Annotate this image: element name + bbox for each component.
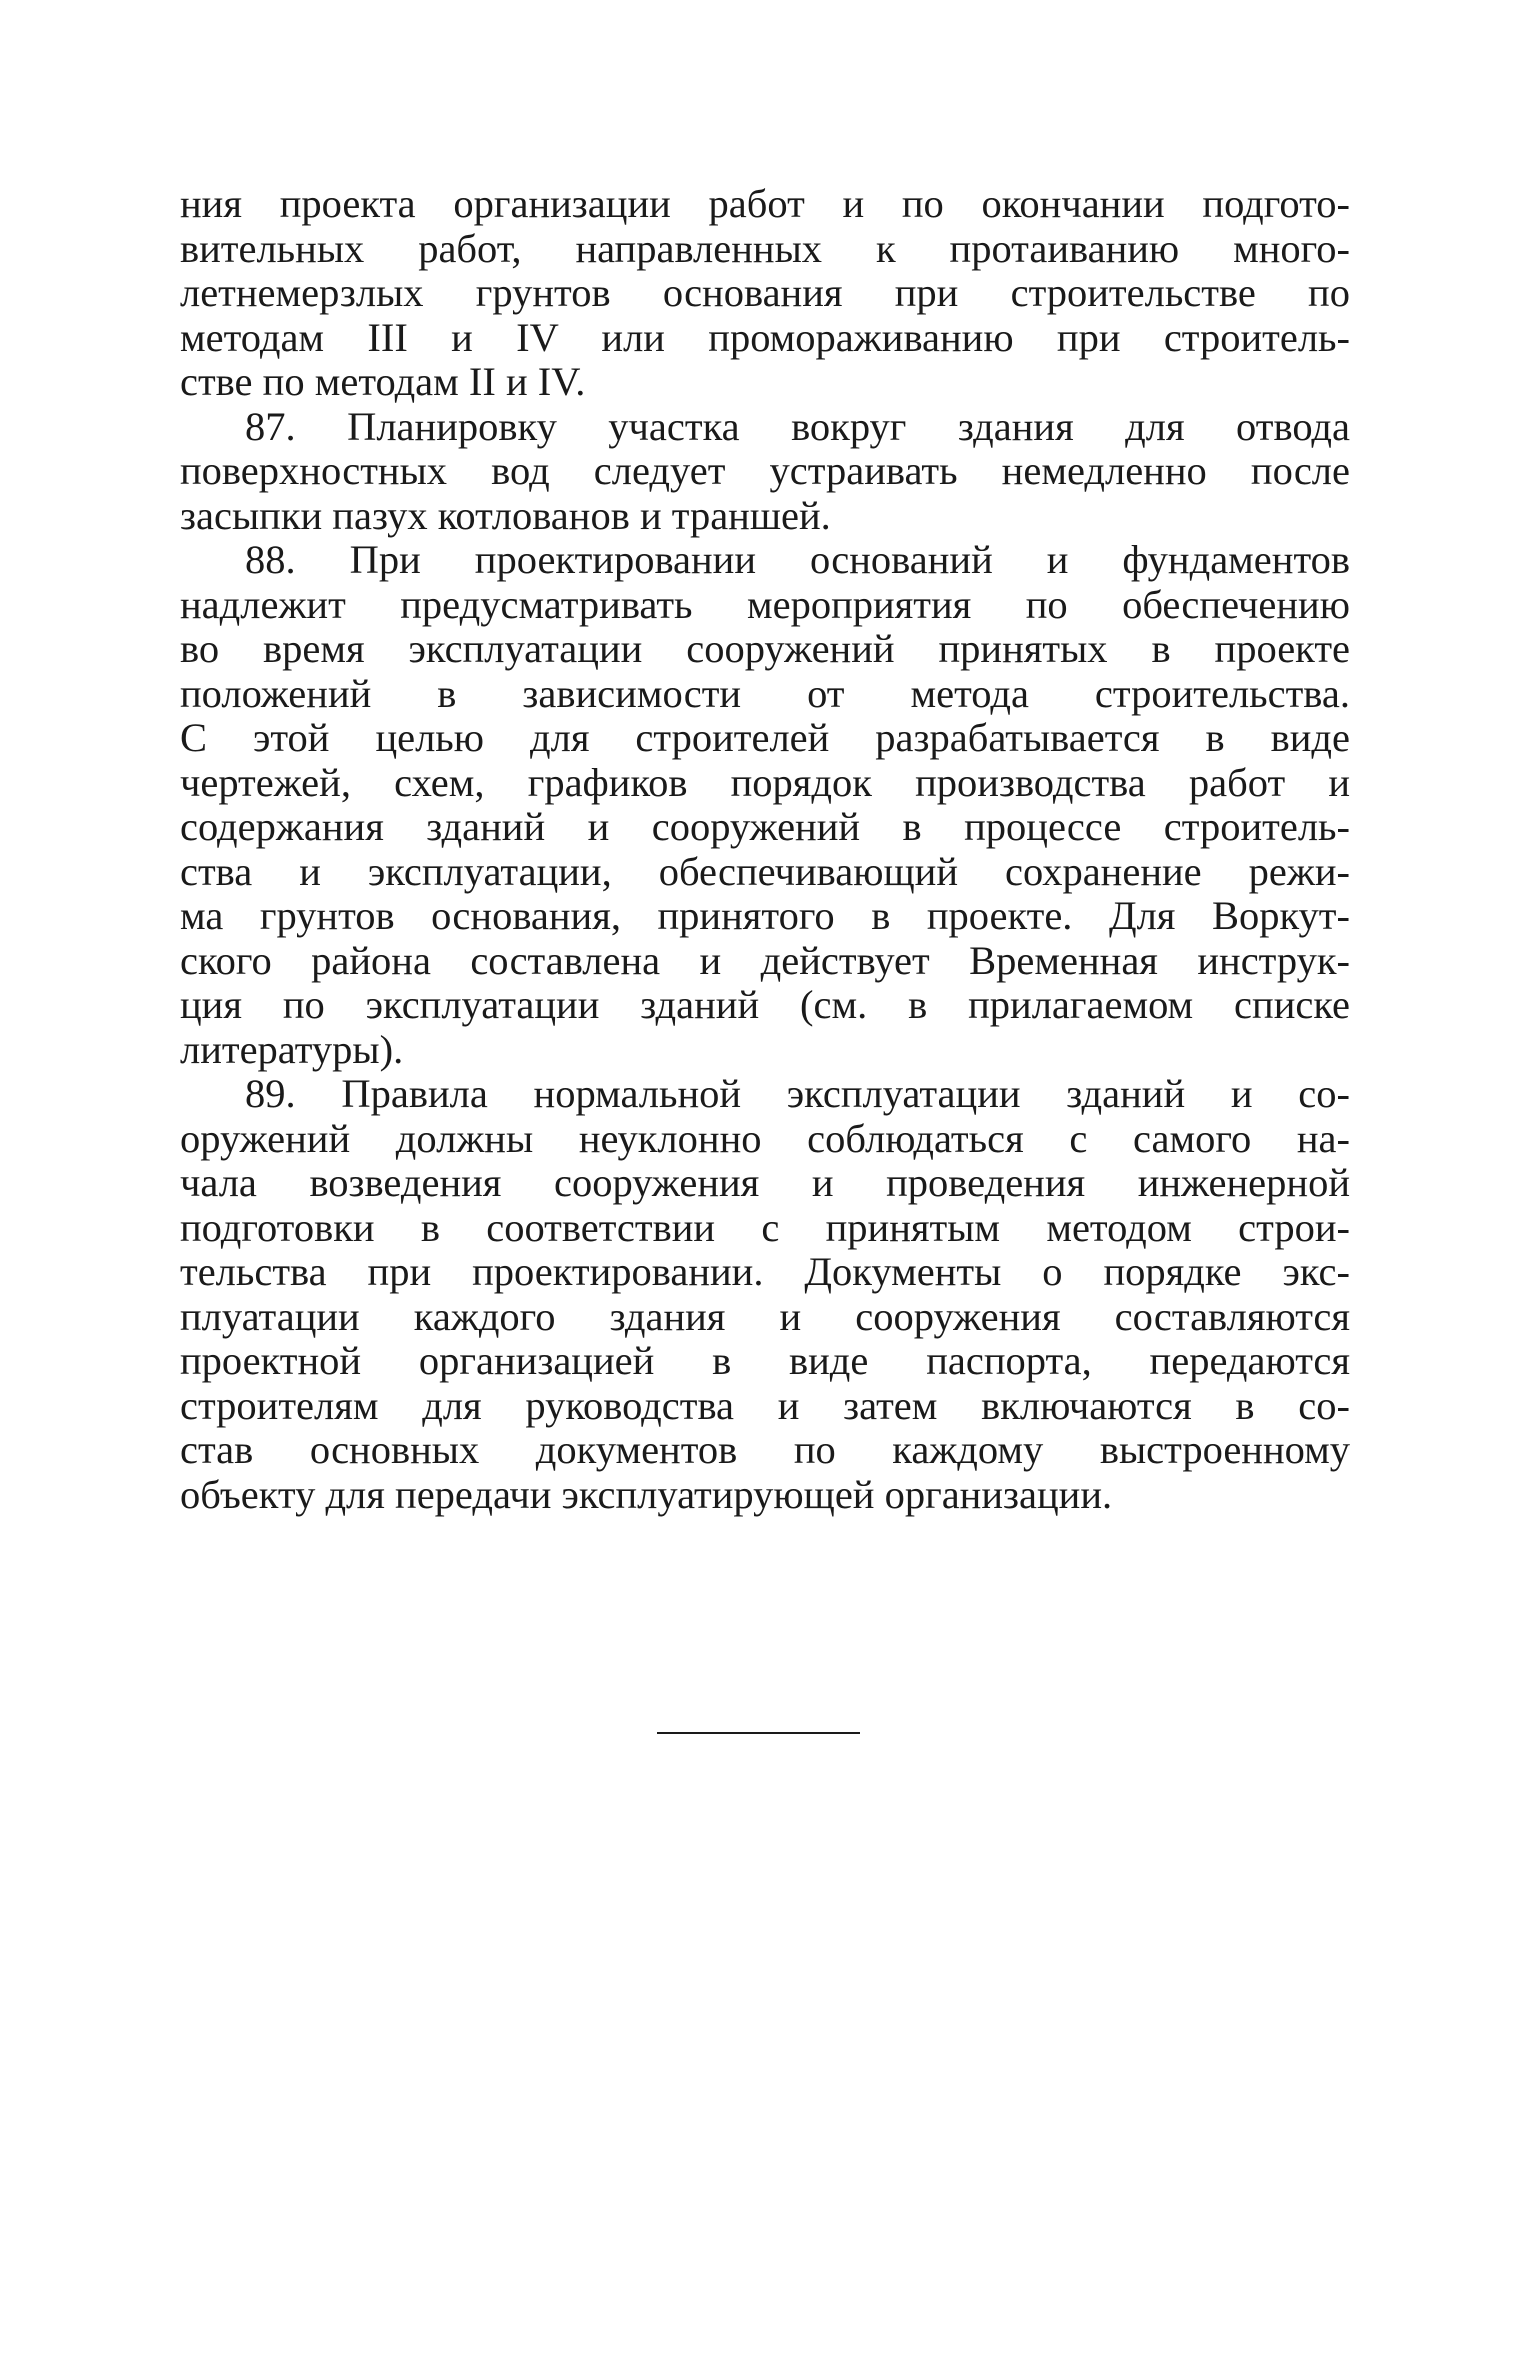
- body-text: [180, 182, 1350, 1517]
- text-line: 88. При проектировании оснований и фундаментов: [245, 538, 1350, 582]
- text-line: объекту для передачи эксплуатирующей организации.: [180, 1472, 1113, 1517]
- text-line: оружений должны неуклонно соблюдаться с самого на-: [180, 1116, 1350, 1161]
- text-line: положений в зависимости от метода строительства.: [180, 671, 1350, 716]
- paragraph-88: [180, 538, 1350, 1072]
- paragraph-87: [180, 405, 1350, 539]
- text-line: ского района составлена и действует Временная инструк-: [180, 938, 1350, 983]
- text-line: 89. Правила нормальной эксплуатации зданий и со-: [245, 1072, 1350, 1116]
- text-line: проектной организацией в виде паспорта, передаются: [180, 1339, 1350, 1383]
- text-line: во время эксплуатации сооружений принятых в проекте: [180, 627, 1350, 671]
- text-line: 87. Планировку участка вокруг здания для отвода: [245, 404, 1350, 449]
- text-line: строителям для руководства и затем включаются в со-: [180, 1383, 1350, 1428]
- text-line: литературы).: [180, 1027, 404, 1072]
- paragraph-89: [180, 1072, 1350, 1517]
- text-line: подготовки в соответствии с принятым методом строи-: [180, 1205, 1350, 1250]
- text-line: содержания зданий и сооружений в процессе строитель-: [180, 805, 1350, 849]
- text-line: став основных документов по каждому выстроенному: [180, 1428, 1350, 1472]
- text-line: вительных работ, направленных к протаиванию много-: [180, 226, 1350, 271]
- paragraph-continuation: [180, 182, 1350, 405]
- text-line: методам III и IV или промораживанию при строитель-: [180, 315, 1350, 360]
- text-line: тельства при проектировании. Документы о порядке экс-: [180, 1250, 1350, 1294]
- text-line: надлежит предусматривать мероприятия по обеспечению: [180, 582, 1350, 627]
- text-line: засыпки пазух котлованов и траншей.: [180, 493, 831, 538]
- end-divider-rule: [657, 1732, 860, 1734]
- text-line: ства и эксплуатации, обеспечивающий сохранение режи-: [180, 849, 1350, 894]
- text-line: плуатации каждого здания и сооружения составляются: [180, 1294, 1350, 1339]
- text-line: чала возведения сооружения и проведения инженерной: [180, 1161, 1350, 1205]
- text-line: С этой целью для строителей разрабатывается в виде: [180, 716, 1350, 760]
- text-line: ния проекта организации работ и по окончании подгото-: [180, 182, 1350, 226]
- text-line: чертежей, схем, графиков порядок производства работ и: [180, 760, 1350, 805]
- text-line: ма грунтов основания, принятого в проекте. Для Воркут-: [180, 894, 1350, 938]
- text-line: стве по методам II и IV.: [180, 360, 586, 404]
- text-line: ция по эксплуатации зданий (см. в прилагаемом списке: [180, 983, 1350, 1027]
- text-line: поверхностных вод следует устраивать немедленно после: [180, 449, 1350, 493]
- text-line: летнемерзлых грунтов основания при строительстве по: [180, 271, 1350, 315]
